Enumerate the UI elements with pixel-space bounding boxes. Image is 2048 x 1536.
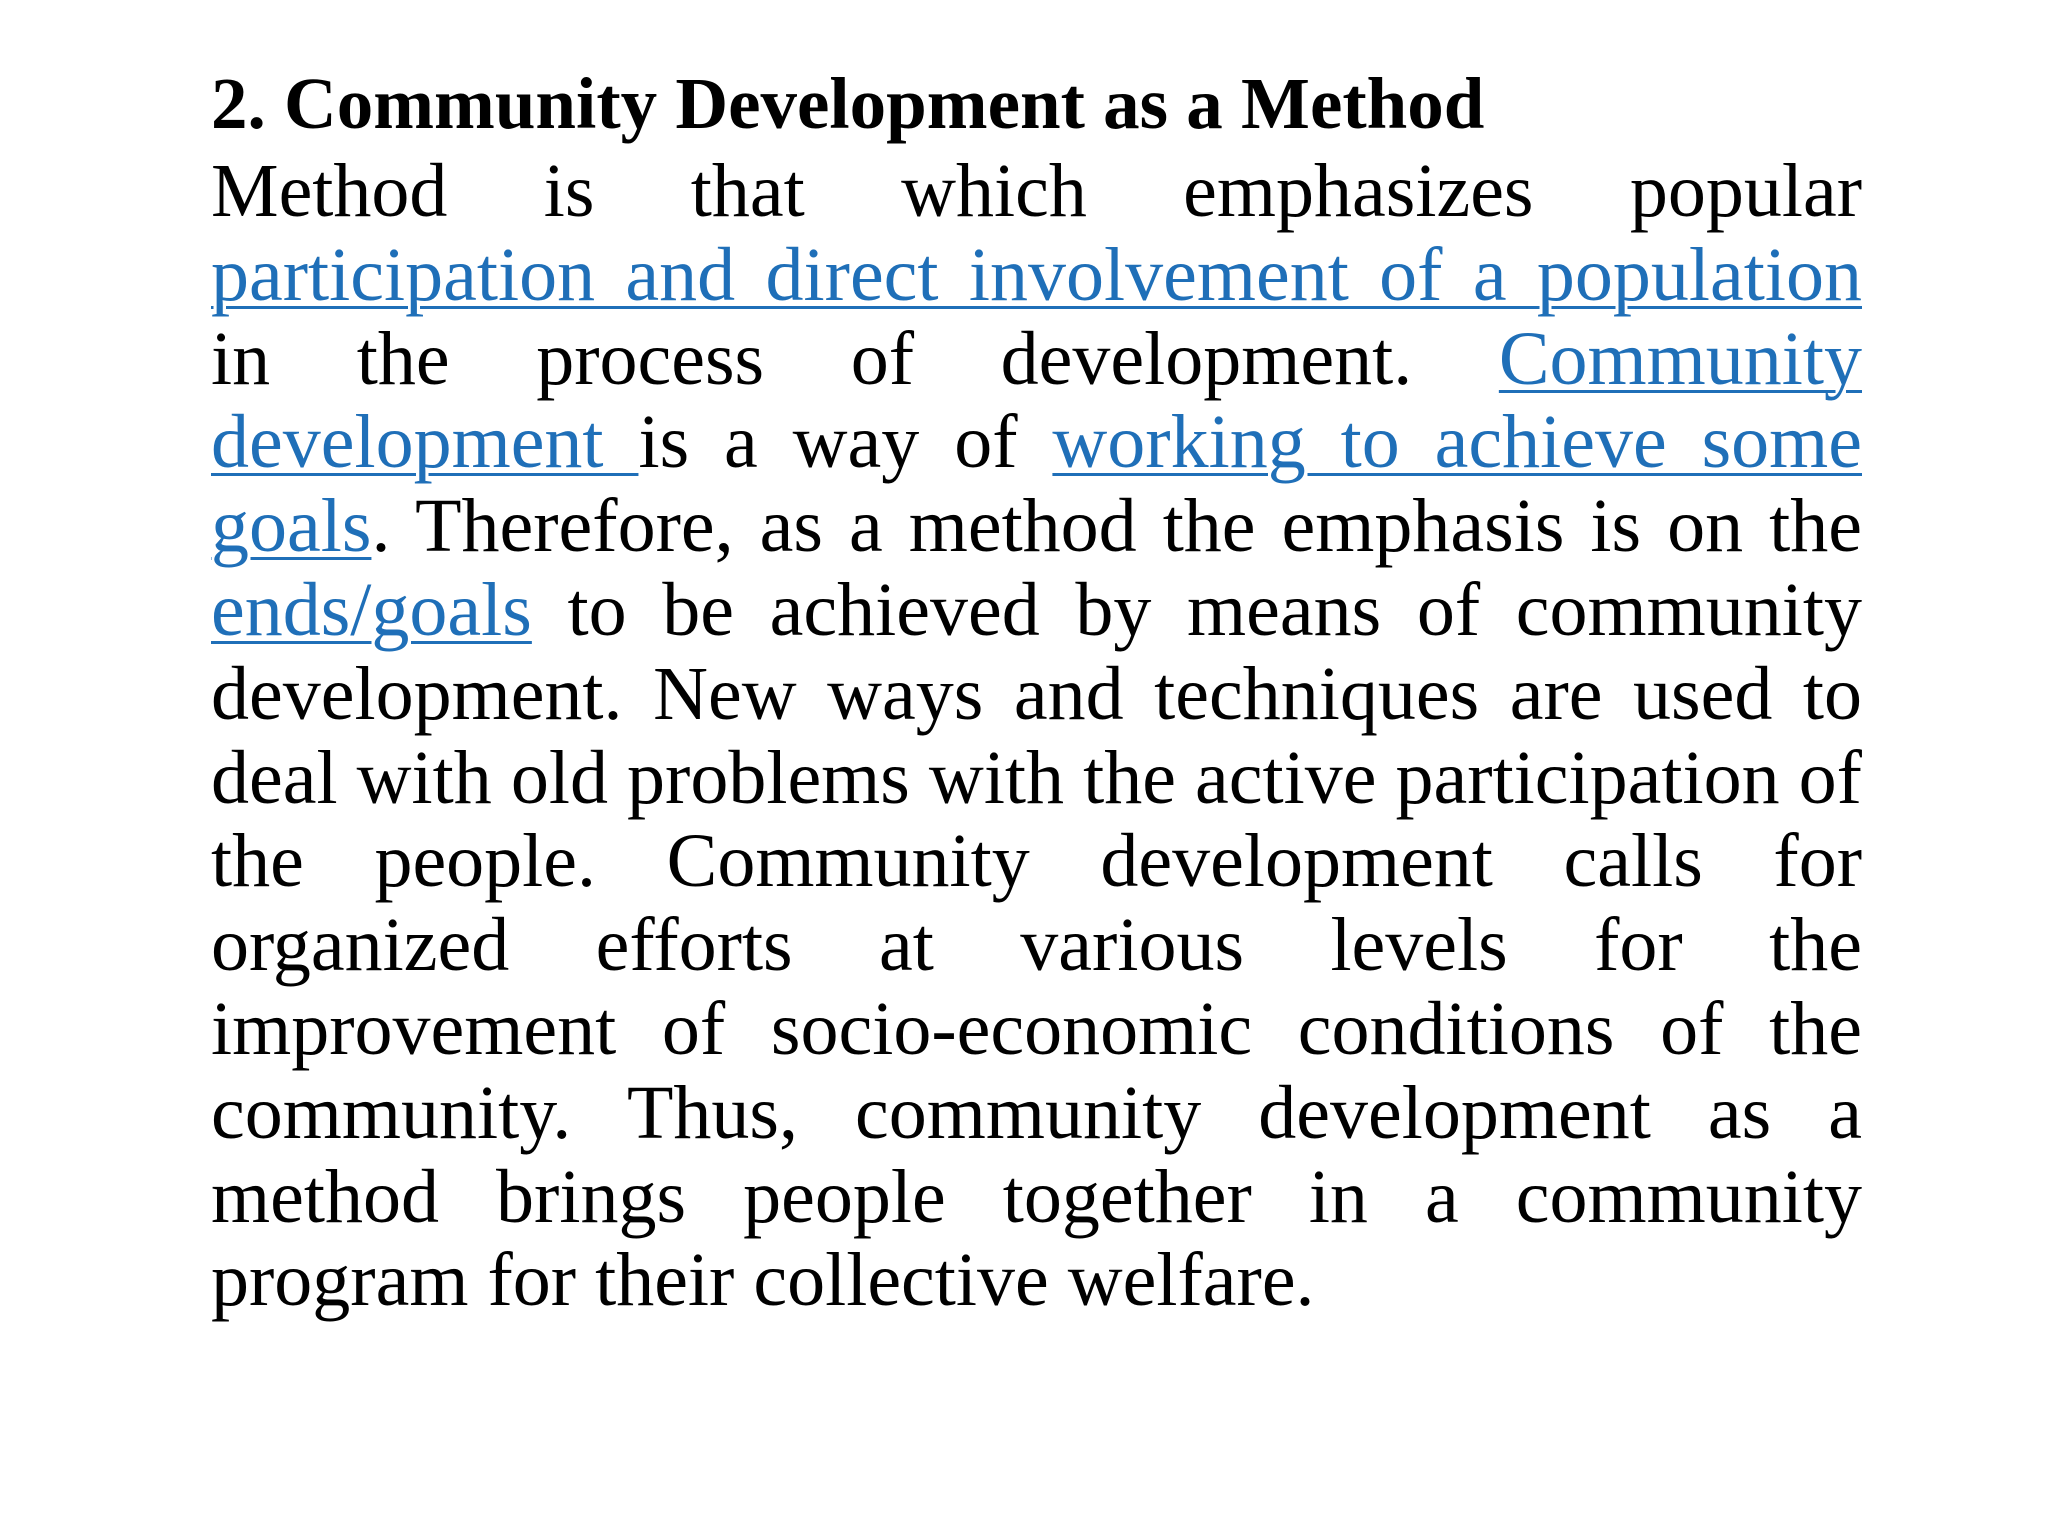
body-paragraph — [211, 150, 1862, 1323]
link-ends-goals[interactable]: ends/goals — [211, 567, 532, 652]
link-participation[interactable]: participation and direct involvement of a population — [211, 232, 1862, 317]
link-community-development[interactable]: Community development — [211, 316, 1862, 485]
text-segment-3: is a way of — [638, 400, 1053, 485]
slide-content — [211, 58, 1862, 1323]
text-segment-5: to be achieved by means of community development. New ways and techniques are used to deal with old problems with the active participation of the people. Community development calls for organized efforts at various levels for the improvement of socio-economic conditions of the community. Thus, community development as a method brings people together in a community program for their collective welfare. — [211, 567, 1862, 1323]
slide-heading: 2. Community Development as a Method — [211, 63, 1485, 144]
text-segment-1: Method is that which emphasizes popular — [211, 149, 1862, 233]
text-segment-2: in the process of development. — [211, 316, 1499, 401]
text-segment-4: . Therefore, as a method the emphasis is on the — [371, 484, 1862, 569]
link-working-to-achieve-goals[interactable]: working to achieve some goals — [211, 400, 1862, 569]
